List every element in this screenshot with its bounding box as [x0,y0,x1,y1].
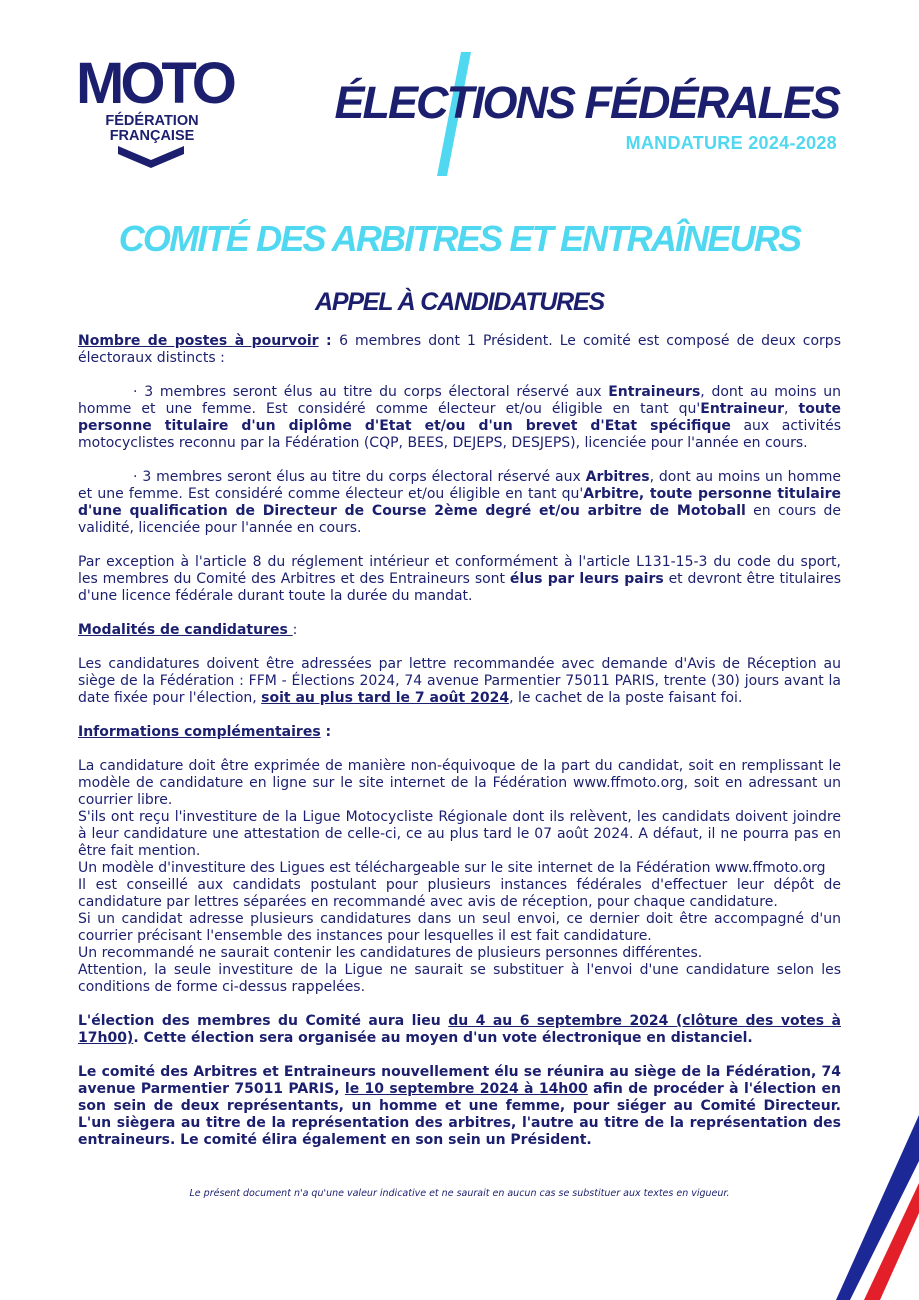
elections-title: ÉLECTIONS FÉDÉRALES [334,77,839,128]
footer-disclaimer: Le présent document n'a qu'une valeur indicative et ne saurait en aucun cas se substituer aux textes en vigueur. [189,1188,730,1199]
logo-line-2: FRANÇAISE [109,128,195,144]
infos-line: S'ils ont reçu l'investiture de la Ligue Motocycliste Régionale dont ils relèvent, les candidats doivent joindre à leur candidature une attestation de celle-ci, ce au plus tard le 07 août 2024. A défaut, il ne pourra pas en être fait mention. [78,809,841,859]
logo-word: MOTO [76,51,233,116]
ffm-logo [76,51,233,170]
comite-title: COMITÉ DES ARBITRES ET ENTRAÎNEURS [118,218,801,259]
modalites-paragraph: Les candidatures doivent être adressées par lettre recommandée avec demande d'Avis de Réception au siège de la Fédération : FFM - Élections 2024, 74 avenue Parmentier 75011 PARIS, trente (30) jours avant la date fixée pour l'élection, soit au plus tard le 7 août 2024, le cachet de la poste faisant foi. [78,656,841,706]
infos-line: Un modèle d'investiture des Ligues est téléchargeable sur le site internet de la Fédération www.ffmoto.org [78,860,826,876]
document-body [78,333,841,1149]
infos-line: Attention, la seule investiture de la Ligue ne saurait se substituer à l'envoi d'une candidature selon les conditions de forme ci-dessus rappelées. [78,962,841,995]
logo-line-1: FÉDÉRATION [105,113,199,129]
infos-line: Si un candidat adresse plusieurs candidatures dans un seul envoi, ce dernier doit être accompagné d'un courrier précisant l'ensemble des instances pour lesquelles il est fait candidature. [78,911,841,944]
infos-line: La candidature doit être exprimée de manière non-équivoque de la part du candidat, soit en remplissant le modèle de candidature en ligne sur le site internet de la Fédération www.ffmoto.org, soit en adressant un courrier libre. [78,758,841,808]
mandature-subtitle: MANDATURE 2024-2028 [625,133,837,153]
chevron-icon [118,146,184,168]
reunion-paragraph: Le comité des Arbitres et Entraineurs nouvellement élu se réunira au siège de la Fédération, 74 avenue Parmentier 75011 PARIS, le 10 septembre 2024 à 14h00 afin de procéder à l'élection en son sein de deux représentants, un homme et une femme, pour siéger au Comité Directeur. L'un siègera au titre de la représentation des arbitres, l'autre au titre de la représentation des entraineurs. Le comité élira également en son sein un Président. [78,1064,841,1148]
appel-title: APPEL À CANDIDATURES [315,288,604,316]
exception-paragraph: Par exception à l'article 8 du réglement intérieur et conformément à l'article L131-15-3 du code du sport, les membres du Comité des Arbitres et des Entraineurs sont élus par leurs pairs et devront être titulaires d'une licence fédérale durant toute la durée du mandat. [78,554,842,604]
election-paragraph: L'élection des membres du Comité aura lieu du 4 au 6 septembre 2024 (clôture des votes à 17h00). Cette élection sera organisée au moyen d'un vote électronique en distanciel. [78,1013,842,1046]
infos-line: Un recommandé ne saurait contenir les candidatures de plusieurs personnes différentes. [78,945,703,961]
tricolor-stripes [830,1115,919,1300]
modalites-heading: Modalités de candidatures : [78,622,298,638]
bullet-entraineurs: · 3 membres seront élus au titre du corps électoral réservé aux Entraineurs, dont au moins un homme et une femme. Est considéré comme électeur et/ou éligible en tant qu'Entraineur, toute personne titulaire d'un diplôme d'Etat et/ou d'un brevet d'Etat spécifique aux activités motocyclistes reconnu par la Fédération (CQP, BEES, DEJEPS, DESJEPS), licenciée pour l'année en cours. [78,384,841,451]
infos-line: Il est conseillé aux candidats postulant pour plusieurs instances fédérales d'effectuer leur dépôt de candidature par lettres séparées en recommandé avec avis de réception, pour chaque candidature. [78,877,841,910]
bullet-arbitres: · 3 membres seront élus au titre du corps électoral réservé aux Arbitres, dont au moins un homme et une femme. Est considéré comme électeur et/ou éligible en tant qu'Arbitre, toute personne titulaire d'une qualification de Directeur de Course 2ème degré et/ou arbitre de Motoball en cours de validité, licenciée pour l'année en cours. [78,469,842,536]
infos-heading: Informations complémentaires : [78,724,332,740]
postes-paragraph: Nombre de postes à pourvoir : 6 membres dont 1 Président. Le comité est composé de deux corps électoraux distincts : [78,333,841,366]
